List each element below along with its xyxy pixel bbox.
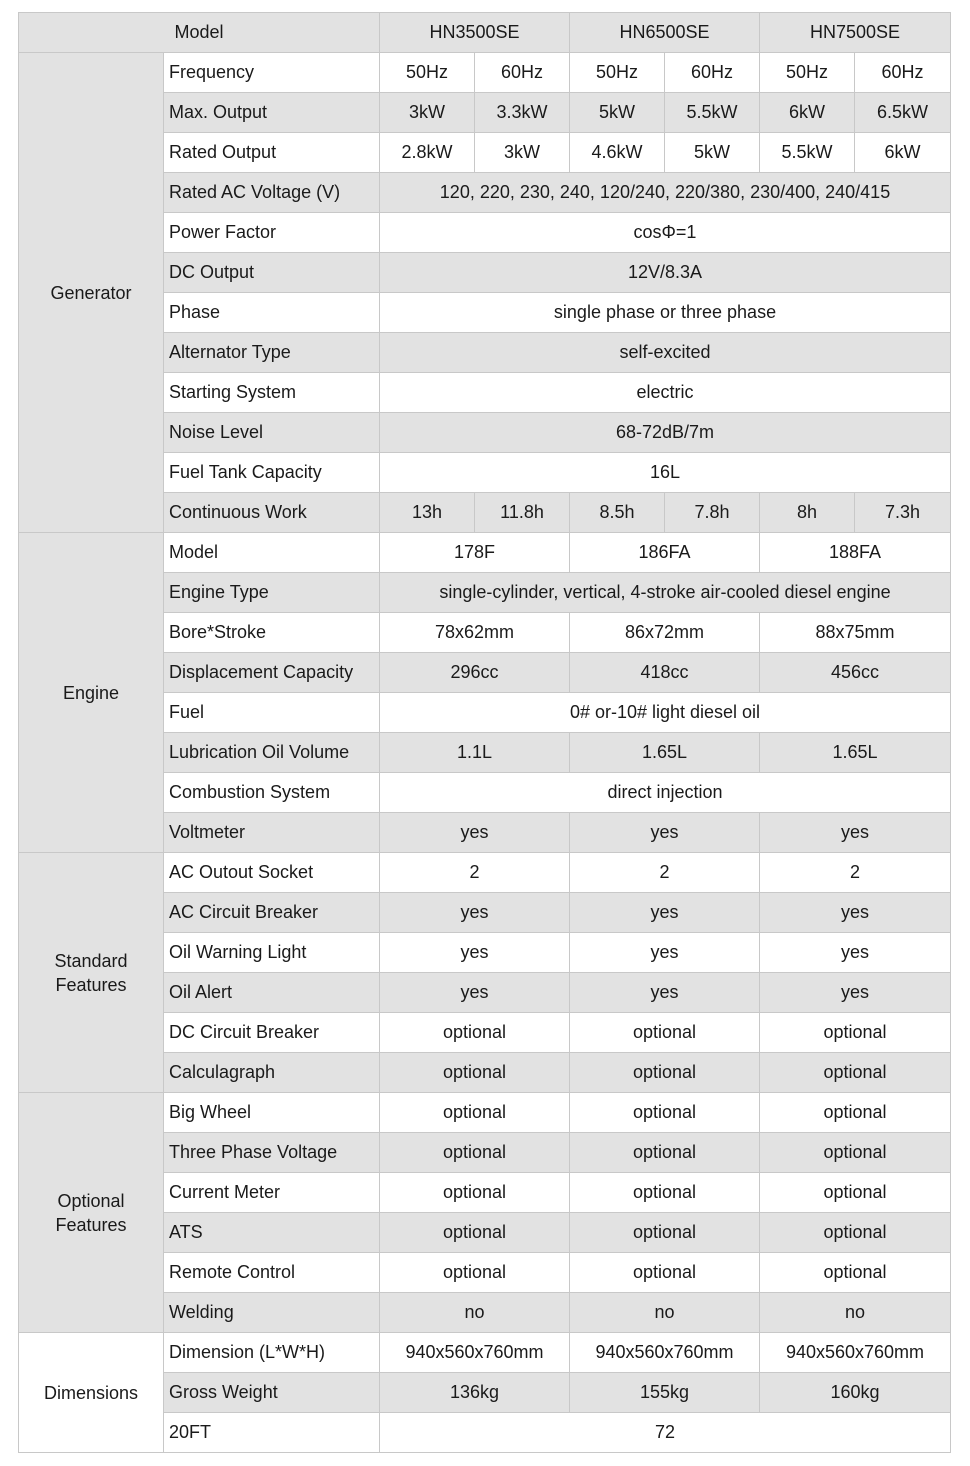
row-label: Continuous Work — [164, 493, 380, 533]
cell: 6kW — [760, 93, 855, 133]
table-row — [19, 533, 951, 573]
cell: 5kW — [665, 133, 760, 173]
cell: 60Hz — [475, 53, 570, 93]
cell: 2 — [760, 853, 951, 893]
cell: 8.5h — [570, 493, 665, 533]
category-line: Standard — [54, 950, 128, 971]
cell: 155kg — [570, 1373, 760, 1413]
row-label: Max. Output — [164, 93, 380, 133]
cell: no — [380, 1293, 570, 1333]
cell: single phase or three phase — [380, 293, 951, 333]
row-label: Welding — [164, 1293, 380, 1333]
cell: 50Hz — [380, 53, 475, 93]
cell: yes — [380, 893, 570, 933]
row-label: DC Circuit Breaker — [164, 1013, 380, 1053]
row-label: Oil Warning Light — [164, 933, 380, 973]
category-engine: Engine — [19, 533, 164, 853]
cell: yes — [760, 813, 951, 853]
row-label: Noise Level — [164, 413, 380, 453]
cell: 50Hz — [570, 53, 665, 93]
category-optional-features — [19, 1093, 164, 1333]
cell: optional — [380, 1093, 570, 1133]
cell: single-cylinder, vertical, 4-stroke air-cooled diesel engine — [380, 573, 951, 613]
row-label: Big Wheel — [164, 1093, 380, 1133]
cell: 3.3kW — [475, 93, 570, 133]
table-row — [19, 53, 951, 93]
cell: yes — [570, 933, 760, 973]
row-label: AC Outout Socket — [164, 853, 380, 893]
row-label: Displacement Capacity — [164, 653, 380, 693]
row-label: Bore*Stroke — [164, 613, 380, 653]
row-label: Model — [164, 533, 380, 573]
cell: yes — [380, 973, 570, 1013]
cell: optional — [380, 1173, 570, 1213]
cell: optional — [380, 1013, 570, 1053]
model-hn6500se-header: HN6500SE — [570, 13, 760, 53]
cell: optional — [760, 1173, 951, 1213]
cell: 3kW — [475, 133, 570, 173]
category-line: Features — [55, 1214, 127, 1235]
cell: 296cc — [380, 653, 570, 693]
row-label: Calculagraph — [164, 1053, 380, 1093]
cell: self-excited — [380, 333, 951, 373]
row-label: Starting System — [164, 373, 380, 413]
cell: 12V/8.3A — [380, 253, 951, 293]
cell: 4.6kW — [570, 133, 665, 173]
cell: 60Hz — [855, 53, 951, 93]
row-label: Voltmeter — [164, 813, 380, 853]
cell: optional — [760, 1253, 951, 1293]
cell: 940x560x760mm — [570, 1333, 760, 1373]
cell: optional — [380, 1133, 570, 1173]
cell: electric — [380, 373, 951, 413]
cell: 7.8h — [665, 493, 760, 533]
cell: 88x75mm — [760, 613, 951, 653]
model-hn3500se-header: HN3500SE — [380, 13, 570, 53]
cell: 2 — [380, 853, 570, 893]
cell: 72 — [380, 1413, 951, 1453]
model-hn7500se-header: HN7500SE — [760, 13, 951, 53]
row-label: 20FT — [164, 1413, 380, 1453]
header-row — [19, 13, 951, 53]
cell: 5.5kW — [760, 133, 855, 173]
row-label: Oil Alert — [164, 973, 380, 1013]
spec-table — [18, 12, 951, 1453]
cell: optional — [760, 1093, 951, 1133]
row-label: Gross Weight — [164, 1373, 380, 1413]
cell: 940x560x760mm — [380, 1333, 570, 1373]
row-label: ATS — [164, 1213, 380, 1253]
cell: 188FA — [760, 533, 951, 573]
row-label: Frequency — [164, 53, 380, 93]
table-row — [19, 853, 951, 893]
cell: yes — [570, 813, 760, 853]
row-label: Fuel Tank Capacity — [164, 453, 380, 493]
cell: yes — [570, 893, 760, 933]
cell: optional — [380, 1053, 570, 1093]
row-label: Lubrication Oil Volume — [164, 733, 380, 773]
row-label: Rated AC Voltage (V) — [164, 173, 380, 213]
cell: 78x62mm — [380, 613, 570, 653]
cell: optional — [570, 1053, 760, 1093]
cell: yes — [760, 933, 951, 973]
cell: 6kW — [855, 133, 951, 173]
row-label: Power Factor — [164, 213, 380, 253]
row-label: Alternator Type — [164, 333, 380, 373]
cell: 13h — [380, 493, 475, 533]
cell: 11.8h — [475, 493, 570, 533]
category-dimensions: Dimensions — [19, 1333, 164, 1453]
row-label: Dimension (L*W*H) — [164, 1333, 380, 1373]
row-label: AC Circuit Breaker — [164, 893, 380, 933]
cell: optional — [380, 1213, 570, 1253]
cell: no — [760, 1293, 951, 1333]
cell: 68-72dB/7m — [380, 413, 951, 453]
cell: 50Hz — [760, 53, 855, 93]
cell: 8h — [760, 493, 855, 533]
cell: 5.5kW — [665, 93, 760, 133]
cell: no — [570, 1293, 760, 1333]
row-label: Phase — [164, 293, 380, 333]
category-generator: Generator — [19, 53, 164, 533]
cell: 5kW — [570, 93, 665, 133]
cell: optional — [570, 1013, 760, 1053]
cell: 1.1L — [380, 733, 570, 773]
row-label: Three Phase Voltage — [164, 1133, 380, 1173]
cell: yes — [760, 893, 951, 933]
cell: direct injection — [380, 773, 951, 813]
row-label: DC Output — [164, 253, 380, 293]
category-standard-features — [19, 853, 164, 1093]
cell: optional — [570, 1133, 760, 1173]
cell: yes — [570, 973, 760, 1013]
cell: 2 — [570, 853, 760, 893]
row-label: Engine Type — [164, 573, 380, 613]
cell: 16L — [380, 453, 951, 493]
cell: optional — [570, 1093, 760, 1133]
cell: cosΦ=1 — [380, 213, 951, 253]
cell: 456cc — [760, 653, 951, 693]
row-label: Rated Output — [164, 133, 380, 173]
row-label: Fuel — [164, 693, 380, 733]
cell: optional — [570, 1173, 760, 1213]
cell: 2.8kW — [380, 133, 475, 173]
row-label: Combustion System — [164, 773, 380, 813]
row-label: Current Meter — [164, 1173, 380, 1213]
cell: yes — [380, 933, 570, 973]
cell: optional — [760, 1053, 951, 1093]
cell: optional — [570, 1253, 760, 1293]
cell: optional — [760, 1213, 951, 1253]
category-line: Optional — [57, 1190, 125, 1211]
cell: 1.65L — [760, 733, 951, 773]
cell: 7.3h — [855, 493, 951, 533]
cell: 86x72mm — [570, 613, 760, 653]
cell: optional — [380, 1253, 570, 1293]
cell: 6.5kW — [855, 93, 951, 133]
row-label: Remote Control — [164, 1253, 380, 1293]
model-header: Model — [19, 13, 380, 53]
cell: optional — [760, 1133, 951, 1173]
cell: 178F — [380, 533, 570, 573]
cell: optional — [570, 1213, 760, 1253]
cell: 0# or-10# light diesel oil — [380, 693, 951, 733]
table-row — [19, 1093, 951, 1133]
cell: 940x560x760mm — [760, 1333, 951, 1373]
cell: optional — [760, 1013, 951, 1053]
cell: 60Hz — [665, 53, 760, 93]
cell: 186FA — [570, 533, 760, 573]
cell: yes — [380, 813, 570, 853]
cell: 160kg — [760, 1373, 951, 1413]
category-line: Features — [55, 974, 127, 995]
cell: 3kW — [380, 93, 475, 133]
cell: 418cc — [570, 653, 760, 693]
table-row — [19, 1333, 951, 1373]
cell: yes — [760, 973, 951, 1013]
cell: 120, 220, 230, 240, 120/240, 220/380, 230/400, 240/415 — [380, 173, 951, 213]
cell: 1.65L — [570, 733, 760, 773]
cell: 136kg — [380, 1373, 570, 1413]
